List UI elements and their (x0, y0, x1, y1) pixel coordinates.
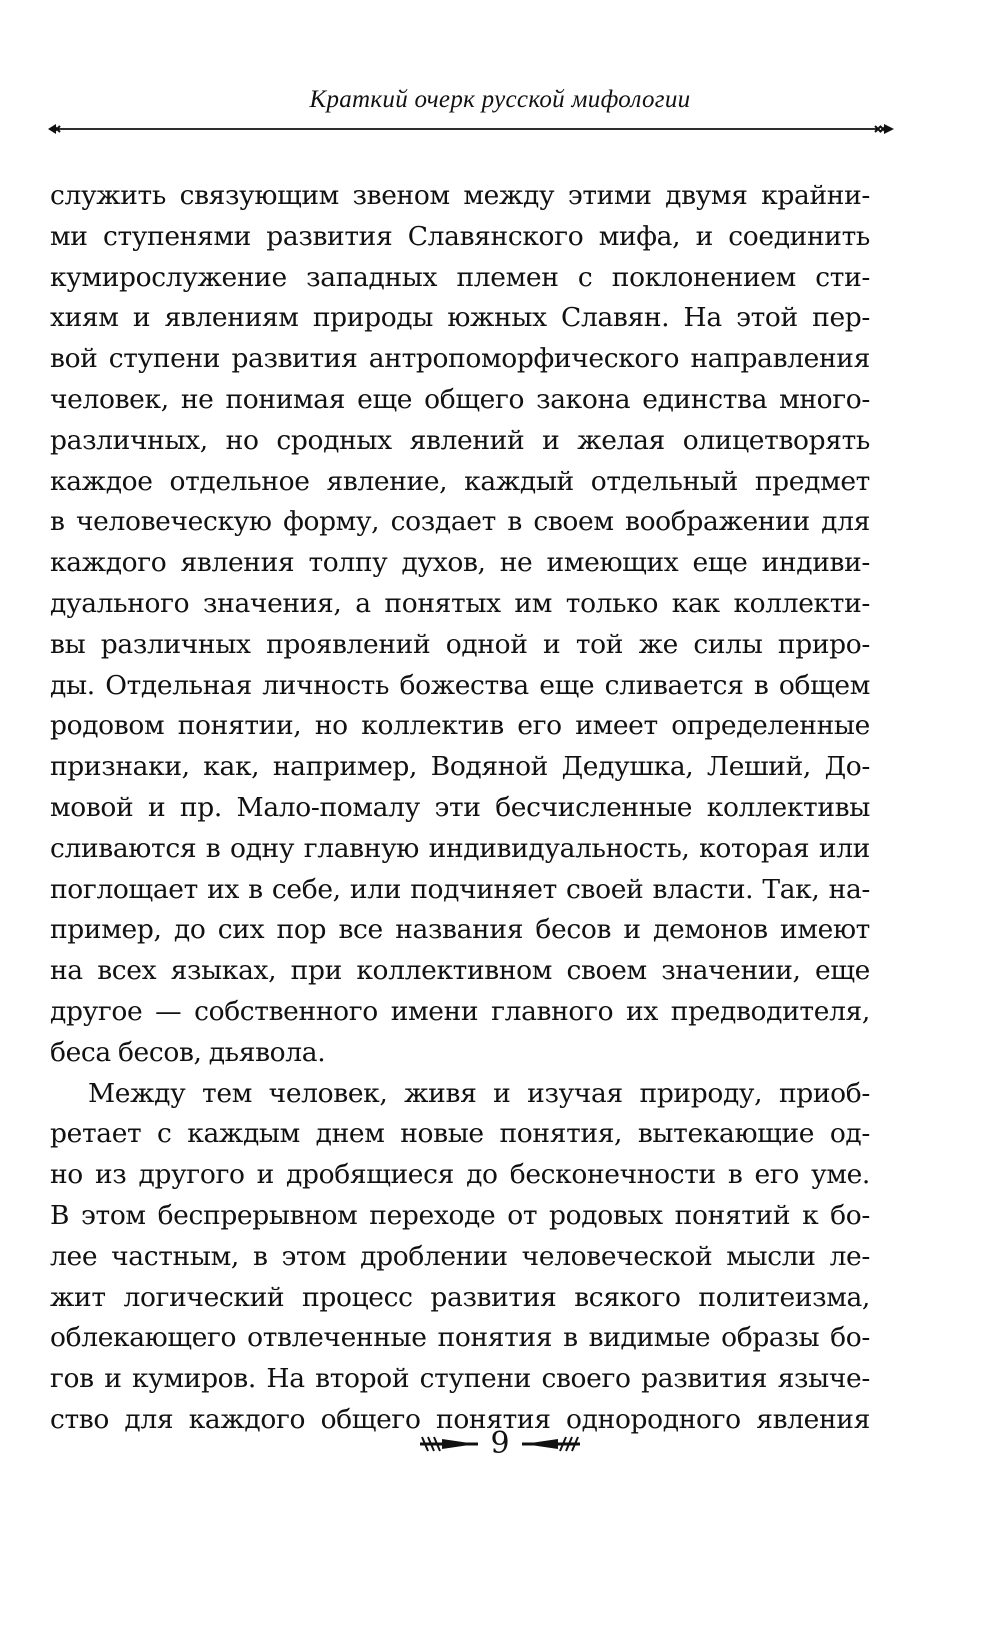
text-line: поглощает их в себе, или подчиняет своей власти. Так, на- (50, 873, 870, 905)
text-line: различных, но сродных явлений и желая олицетворять (50, 424, 870, 456)
text-line-paragraph-end: беса бесов, дьявола. (50, 1036, 326, 1068)
header-rule-ornament (46, 122, 896, 136)
text-line: служить связующим звеном между этими двумя крайни- (50, 180, 870, 211)
text-line: лее частным, в этом дроблении человеческой мысли ле- (50, 1240, 870, 1272)
text-line: вой ступени развития антропоморфического направления (50, 343, 870, 375)
text-line: ство для каждого общего понятия однородного явления (50, 1403, 870, 1435)
text-line: родовом понятии, но коллектив его имеет определенные (50, 710, 870, 742)
text-line: каждого явления толпу духов, не имеющих еще индиви- (50, 547, 870, 579)
running-header-title: Краткий очерк русской мифологии (309, 86, 691, 113)
text-line: хиям и явлениям природы южных Славян. На этой пер- (50, 302, 870, 334)
text-line: ми ступенями развития Славянского мифа, и соединить (50, 220, 870, 252)
text-line: сливаются в одну главную индивидуальность, которая или (50, 832, 870, 864)
folio-right-ornament-icon (520, 1433, 584, 1455)
text-line: другое — собственного имени главного их предводителя, (50, 995, 870, 1027)
body-text (50, 176, 870, 1441)
text-line: вы различных проявлений одной и той же силы приро- (50, 628, 870, 660)
text-line: гов и кумиров. На второй ступени своего развития языче- (50, 1363, 870, 1395)
text-line-paragraph-start: Между тем человек, живя и изучая природу, приоб- (88, 1077, 870, 1109)
text-line: но из другого и дробящиеся до бесконечности в его уме. (50, 1159, 870, 1191)
text-line: жит логический процесс развития всякого политеизма, (50, 1281, 870, 1313)
text-line: мовой и пр. Мало-помалу эти бесчисленные коллективы (50, 791, 870, 823)
text-line: на всех языках, при коллективном своем значении, еще (50, 955, 870, 987)
text-line: ретает с каждым днем новые понятия, вытекающие од- (50, 1118, 870, 1150)
text-line: пример, до сих пор все названия бесов и демонов имеют (50, 914, 870, 946)
text-line: В этом беспрерывном переходе от родовых понятий к бо- (50, 1199, 870, 1231)
page-number-folio (0, 1424, 1000, 1464)
text-line: облекающего отвлеченные понятия в видимые образы бо- (50, 1322, 870, 1354)
text-line: человек, не понимая еще общего закона единства много- (50, 383, 870, 415)
page-number: 9 (490, 1426, 510, 1461)
text-line: дуального значения, а понятых им только как коллекти- (50, 587, 870, 619)
text-line: ды. Отдельная личность божества еще сливается в общем (50, 669, 870, 701)
text-line: в человеческую форму, создает в своем воображении для (50, 506, 870, 538)
text-line: кумирослужение западных племен с поклонением сти- (50, 261, 870, 293)
text-line: каждое отдельное явление, каждый отдельный предмет (50, 465, 870, 497)
text-line: признаки, как, например, Водяной Дедушка, Леший, До- (50, 751, 870, 783)
folio-left-ornament-icon (416, 1433, 480, 1455)
